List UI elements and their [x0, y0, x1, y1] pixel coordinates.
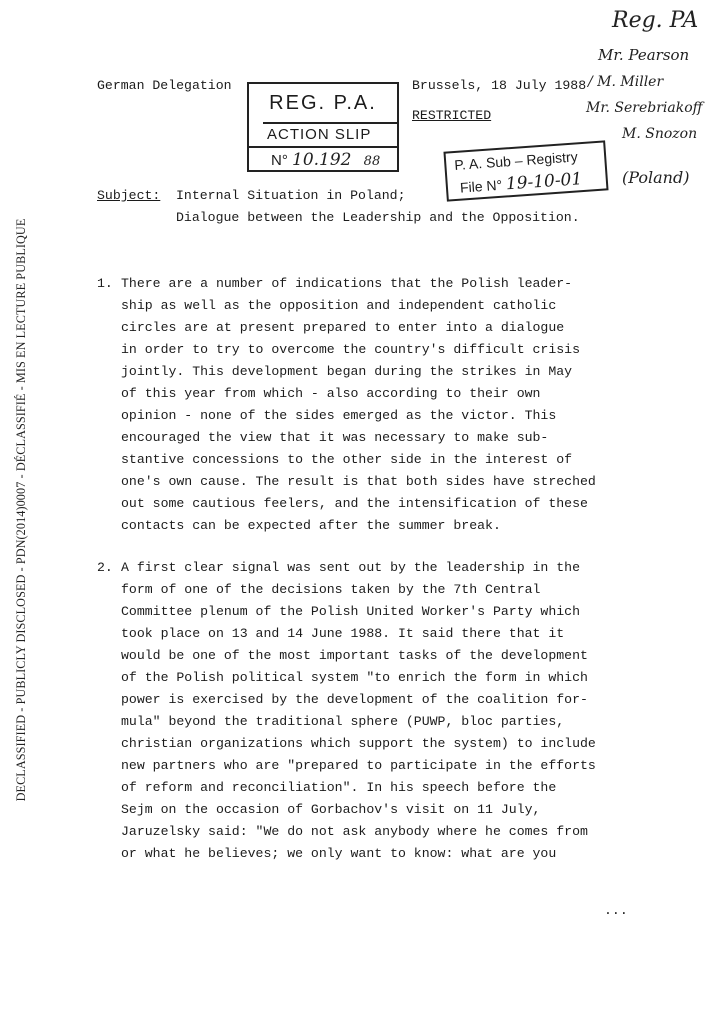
text-line: ship as well as the opposition and independent catholic [121, 298, 557, 313]
reg-stamp-number-prefix: N° [271, 152, 288, 169]
handwritten-reg-pa: Reg. PA [612, 8, 699, 33]
reg-stamp-action: ACTION SLIP [267, 126, 372, 143]
reg-stamp-title: REG. P.A. [269, 92, 377, 114]
text-line: jointly. This development began during the strikes in May [121, 364, 573, 379]
text-line: or what he believes; we only want to know: what are you [121, 846, 557, 861]
text-line: christian organizations which support the system) to include [121, 736, 596, 751]
paragraph-number: 1. [97, 276, 113, 291]
continuation-marker: ... [604, 903, 628, 918]
text-line: of the Polish political system "to enrich the form in which [121, 670, 588, 685]
paragraph-number: 2. [97, 560, 113, 575]
text-line: took place on 13 and 14 June 1988. It said there that it [121, 626, 565, 641]
handwritten-pearson: Mr. Pearson [598, 46, 690, 64]
sub-registry-label: P. A. Sub – Registry [453, 148, 579, 173]
text-line: circles are at present prepared to enter into a dialogue [121, 320, 565, 335]
text-line: power is exercised by the development of the coalition for- [121, 692, 588, 707]
file-prefix: File N° [459, 176, 503, 196]
reg-stamp-number-row [271, 150, 380, 170]
text-line: contacts can be expected after the summer break. [121, 518, 501, 533]
text-line: in order to try to overcome the country's difficult crisis [121, 342, 580, 357]
reg-stamp-number: 10.192 [292, 150, 352, 170]
text-line: form of one of the decisions taken by the 7th Central [121, 582, 541, 597]
sub-registry-file-row [459, 169, 583, 197]
handwritten-miller: / M. Miller [588, 74, 664, 90]
sub-registry-stamp [443, 140, 608, 201]
text-line: stantive concessions to the other side in the interest of [121, 452, 573, 467]
place-date: Brussels, 18 July 1988 [412, 78, 587, 93]
reg-pa-action-slip-stamp [247, 82, 399, 172]
text-line: Sejm on the occasion of Gorbachov's visit on 11 July, [121, 802, 541, 817]
text-line: of reform and reconciliation". In his speech before the [121, 780, 557, 795]
text-line: one's own cause. The result is that both sides have streched [121, 474, 596, 489]
text-line: A first clear signal was sent out by the leadership in the [121, 560, 580, 575]
classification: RESTRICTED [412, 108, 492, 123]
text-line: out some cautious feelers, and the intensification of these [121, 496, 588, 511]
declassification-margin-stamp [14, 180, 34, 840]
text-line: Jaruzelsky said: "We do not ask anybody where he comes from [121, 824, 588, 839]
sender: German Delegation [97, 78, 232, 93]
subject-label: Subject: [97, 188, 161, 203]
handwritten-snozon: M. Snozon [622, 126, 698, 142]
text-line: of this year from which - also according to their own [121, 386, 541, 401]
reg-stamp-year: 88 [363, 154, 381, 169]
text-line: mula" beyond the traditional sphere (PUWP, bloc parties, [121, 714, 565, 729]
file-number: 19-10-01 [505, 169, 583, 195]
text-line: There are a number of indications that the Polish leader- [121, 276, 573, 291]
handwritten-poland: (Poland) [622, 168, 690, 187]
text-line: opinion - none of the sides emerged as the victor. This [121, 408, 557, 423]
subject-line-2: Dialogue between the Leadership and the Opposition. [176, 210, 580, 225]
subject-line-1: Internal Situation in Poland; [176, 188, 406, 203]
text-line: new partners who are "prepared to participate in the efforts [121, 758, 596, 773]
text-line: would be one of the most important tasks of the development [121, 648, 588, 663]
handwritten-serebriakoff: Mr. Serebriakoff [586, 100, 703, 116]
margin-stamp-text: DECLASSIFIED - PUBLICLY DISCLOSED - PDN(2014)0007 - DÉCLASSIFIÉ - MIS EN LECTURE PUBLIQUE [14, 218, 28, 802]
text-line: Committee plenum of the Polish United Worker's Party which [121, 604, 580, 619]
text-line: encouraged the view that it was necessary to make sub- [121, 430, 549, 445]
